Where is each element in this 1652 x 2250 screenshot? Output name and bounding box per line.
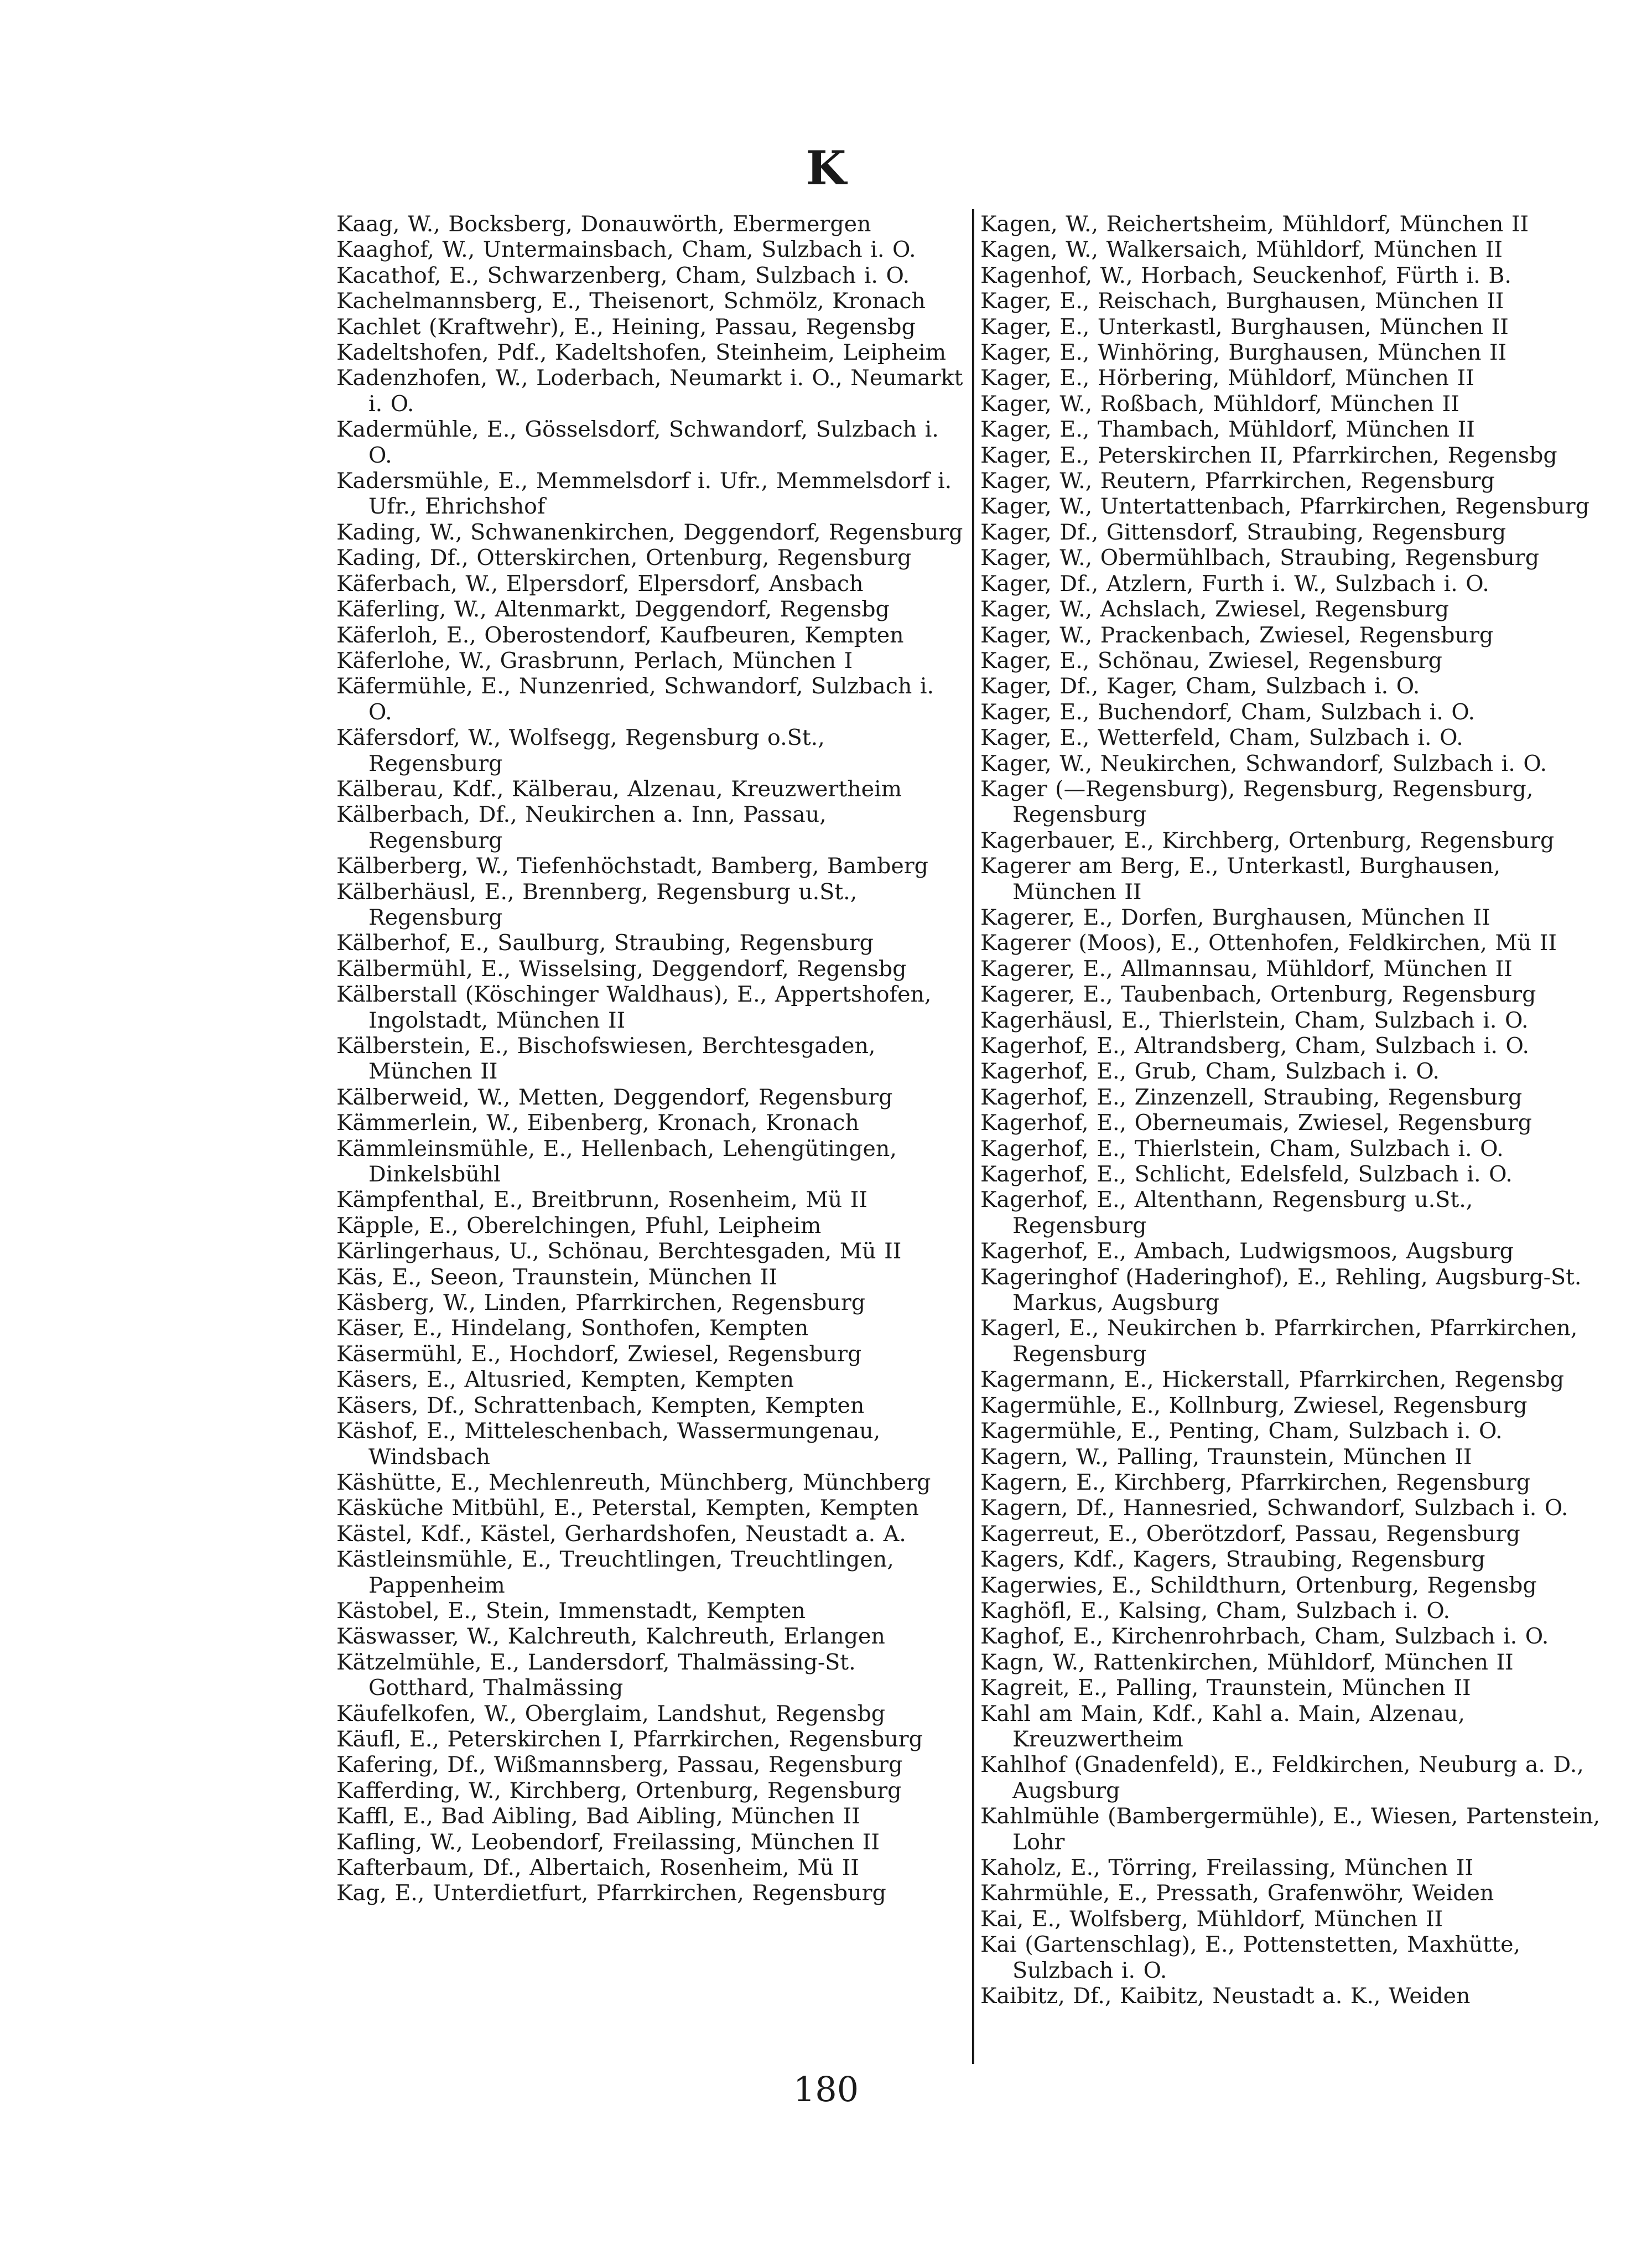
index-entry: Kätzelmühle, E., Landersdorf, Thalmässing-St. Gotthard, Thalmässing (336, 1649, 856, 1701)
index-entry: Kälberweid, W., Metten, Deggendorf, Regensburg (336, 1084, 893, 1110)
index-entry: Kaibitz, Df., Kaibitz, Neustadt a. K., Weiden (980, 1983, 1471, 2009)
index-entry: Kadenzhofen, W., Loderbach, Neumarkt i. O., Neumarkt i. O. (336, 365, 963, 417)
index-entry: Käser, E., Hindelang, Sonthofen, Kempten (336, 1315, 809, 1341)
index-entry: Kager, E., Buchendorf, Cham, Sulzbach i. O. (980, 699, 1476, 725)
index-entry: Kai (Gartenschlag), E., Pottenstetten, Maxhütte, Sulzbach i. O. (980, 1932, 1521, 1983)
index-entry: Kagern, Df., Hannesried, Schwandorf, Sulzbach i. O. (980, 1495, 1568, 1521)
index-entry: Kagerer, E., Dorfen, Burghausen, München II (980, 904, 1490, 930)
index-entry: Käfermühle, E., Nunzenried, Schwandorf, Sulzbach i. O. (336, 673, 934, 725)
index-entry: Kager, Df., Gittensdorf, Straubing, Regensburg (980, 519, 1506, 545)
index-entry: Käufelkofen, W., Oberglaim, Landshut, Regensbg (336, 1701, 886, 1727)
index-entry: Kager, E., Hörbering, Mühldorf, München II (980, 365, 1474, 391)
index-entry: Kager, Df., Atzlern, Furth i. W., Sulzbach i. O. (980, 571, 1489, 597)
index-entry: Kager, E., Unterkastl, Burghausen, München II (980, 314, 1509, 340)
index-entry: Kager, E., Thambach, Mühldorf, München II (980, 417, 1475, 443)
index-entry: Kahrmühle, E., Pressath, Grafenwöhr, Weiden (980, 1880, 1494, 1906)
index-entry: Kafferding, W., Kirchberg, Ortenburg, Regensburg (336, 1777, 902, 1803)
index-entry: Kagerhof, E., Zinzenzell, Straubing, Regensburg (980, 1084, 1523, 1110)
index-entry: Käfersdorf, W., Wolfsegg, Regensburg o.St., Regensburg (336, 725, 825, 776)
index-entry: Kälberberg, W., Tiefenhöchstadt, Bamberg, Bamberg (336, 853, 928, 879)
index-entry: Käshütte, E., Mechlenreuth, Münchberg, Münchberg (336, 1469, 931, 1495)
index-entry: Kager, E., Peterskirchen II, Pfarrkirchen, Regensbg (980, 442, 1557, 468)
index-entry: Kagermühle, E., Penting, Cham, Sulzbach i. O. (980, 1418, 1503, 1444)
index-entry: Käs, E., Seeon, Traunstein, München II (336, 1264, 777, 1290)
index-entry: Käferbach, W., Elpersdorf, Elpersdorf, Ansbach (336, 571, 864, 597)
page-number: 180 (793, 2069, 859, 2109)
index-entry: Käsberg, W., Linden, Pfarrkirchen, Regensburg (336, 1290, 865, 1316)
column-divider (972, 209, 974, 2064)
index-entry: Kager, E., Schönau, Zwiesel, Regensburg (980, 647, 1442, 673)
index-entry: Kagers, Kdf., Kagers, Straubing, Regensburg (980, 1547, 1485, 1573)
index-entry: Kästleinsmühle, E., Treuchtlingen, Treuchtlingen, Pappenheim (336, 1547, 894, 1598)
index-entry: Kageringhof (Haderinghof), E., Rehling, Augsburg-St. Markus, Augsburg (980, 1264, 1582, 1316)
index-entry: Kälberstein, E., Bischofswiesen, Berchtesgaden, München II (336, 1033, 876, 1085)
index-entry: Käferlohe, W., Grasbrunn, Perlach, München I (336, 647, 853, 673)
index-entry: Kadersmühle, E., Memmelsdorf i. Ufr., Memmelsdorf i. Ufr., Ehrichshof (336, 468, 952, 520)
left-column (336, 211, 964, 1906)
index-entry: Kager, Df., Kager, Cham, Sulzbach i. O. (980, 673, 1420, 699)
index-entry: Kästel, Kdf., Kästel, Gerhardshofen, Neustadt a. A. (336, 1521, 906, 1547)
index-entry: Kagerhof, E., Altrandsberg, Cham, Sulzbach i. O. (980, 1033, 1530, 1059)
index-entry: Kadeltshofen, Pdf., Kadeltshofen, Steinheim, Leipheim (336, 340, 947, 366)
index-entry: Kagen, W., Reichertsheim, Mühldorf, München II (980, 211, 1529, 237)
index-entry: Kälberhäusl, E., Brennberg, Regensburg u.St., Regensburg (336, 879, 858, 930)
index-entry: Kaffl, E., Bad Aibling, Bad Aibling, München II (336, 1803, 860, 1829)
index-entry: Käferling, W., Altenmarkt, Deggendorf, Regensbg (336, 597, 890, 623)
index-entry: Kager, W., Neukirchen, Schwandorf, Sulzbach i. O. (980, 750, 1547, 776)
index-entry: Kager, E., Winhöring, Burghausen, München II (980, 340, 1507, 366)
index-entry: Kämmerlein, W., Eibenberg, Kronach, Kronach (336, 1110, 859, 1136)
index-entry: Kagerbauer, E., Kirchberg, Ortenburg, Regensburg (980, 827, 1555, 853)
index-entry: Kagn, W., Rattenkirchen, Mühldorf, München II (980, 1649, 1514, 1675)
index-entry: Kager, W., Untertattenbach, Pfarrkirchen, Regensburg (980, 494, 1589, 520)
index-entry: Kafterbaum, Df., Albertaich, Rosenheim, Mü II (336, 1855, 859, 1880)
index-entry: Kafering, Df., Wißmannsberg, Passau, Regensburg (336, 1752, 903, 1778)
index-entry: Kagermühle, E., Kollnburg, Zwiesel, Regensburg (980, 1392, 1528, 1418)
index-entry: Kälberbach, Df., Neukirchen a. Inn, Passau, Regensburg (336, 802, 827, 853)
right-column (980, 211, 1608, 2009)
index-entry: Kager, W., Achslach, Zwiesel, Regensburg (980, 597, 1449, 623)
index-entry: Kager, W., Roßbach, Mühldorf, München II (980, 391, 1459, 417)
index-entry: Kästobel, E., Stein, Immenstadt, Kempten (336, 1598, 806, 1624)
index-entry: Käpple, E., Oberelchingen, Pfuhl, Leipheim (336, 1212, 822, 1238)
index-entry: Kafling, W., Leobendorf, Freilassing, München II (336, 1829, 880, 1855)
index-entry: Kaghöfl, E., Kalsing, Cham, Sulzbach i. O. (980, 1598, 1451, 1624)
index-entry: Kagern, W., Palling, Traunstein, München II (980, 1444, 1472, 1470)
index-entry: Kager, E., Reischach, Burghausen, München II (980, 288, 1504, 314)
index-entry: Kager, W., Obermühlbach, Straubing, Regensburg (980, 545, 1540, 571)
index-entry: Kading, Df., Otterskirchen, Ortenburg, Regensburg (336, 545, 912, 571)
index-entry: Kahlmühle (Bambergermühle), E., Wiesen, Partenstein, Lohr (980, 1803, 1601, 1855)
index-entry: Kag, E., Unterdietfurt, Pfarrkirchen, Regensburg (336, 1880, 886, 1906)
index-entry: Kagerer, E., Allmannsau, Mühldorf, München II (980, 956, 1513, 982)
index-entry: Käsküche Mitbühl, E., Peterstal, Kempten, Kempten (336, 1495, 919, 1521)
section-letter: K (806, 141, 846, 195)
index-entry: Kagerer (Moos), E., Ottenhofen, Feldkirchen, Mü II (980, 930, 1557, 956)
index-entry: Kagerhof, E., Schlicht, Edelsfeld, Sulzbach i. O. (980, 1162, 1513, 1188)
index-entry: Kagen, W., Walkersaich, Mühldorf, München II (980, 237, 1503, 263)
index-entry: Kagerhof, E., Oberneumais, Zwiesel, Regensburg (980, 1110, 1532, 1136)
index-entry: Kagreit, E., Palling, Traunstein, München II (980, 1675, 1471, 1701)
index-entry: Kagerreut, E., Oberötzdorf, Passau, Regensburg (980, 1521, 1520, 1547)
index-entry: Kärlingerhaus, U., Schönau, Berchtesgaden, Mü II (336, 1238, 902, 1264)
index-entry: Kagerwies, E., Schildthurn, Ortenburg, Regensbg (980, 1572, 1537, 1598)
index-entry: Käshof, E., Mitteleschenbach, Wassermungenau, Windsbach (336, 1418, 881, 1470)
index-entry: Käsers, Df., Schrattenbach, Kempten, Kempten (336, 1392, 865, 1418)
index-entry: Kagerhof, E., Grub, Cham, Sulzbach i. O. (980, 1059, 1440, 1085)
index-entry: Käswasser, W., Kalchreuth, Kalchreuth, Erlangen (336, 1624, 885, 1650)
index-entry: Kagerhof, E., Altenthann, Regensburg u.St., Regensburg (980, 1187, 1473, 1238)
index-entry: Kagern, E., Kirchberg, Pfarrkirchen, Regensburg (980, 1469, 1531, 1495)
index-entry: Kälbermühl, E., Wisselsing, Deggendorf, Regensbg (336, 956, 907, 982)
index-entry: Kachlet (Kraftwehr), E., Heining, Passau, Regensbg (336, 314, 916, 340)
index-entry: Käsermühl, E., Hochdorf, Zwiesel, Regensburg (336, 1341, 862, 1367)
index-entry: Kaholz, E., Törring, Freilassing, München II (980, 1855, 1474, 1880)
index-entry: Kagerl, E., Neukirchen b. Pfarrkirchen, Pfarrkirchen, Regensburg (980, 1315, 1578, 1367)
index-entry: Kager, W., Reutern, Pfarrkirchen, Regensburg (980, 468, 1495, 494)
index-entry: Kagerhäusl, E., Thierlstein, Cham, Sulzbach i. O. (980, 1007, 1529, 1033)
index-entry: Kaag, W., Bocksberg, Donauwörth, Ebermergen (336, 211, 871, 237)
index-entry: Kading, W., Schwanenkirchen, Deggendorf, Regensburg (336, 519, 963, 545)
index-entry: Kämpfenthal, E., Breitbrunn, Rosenheim, Mü II (336, 1187, 868, 1213)
index-entry: Kälberau, Kdf., Kälberau, Alzenau, Kreuzwertheim (336, 776, 902, 802)
index-entry: Kahlhof (Gnadenfeld), E., Feldkirchen, Neuburg a. D., Augsburg (980, 1752, 1584, 1803)
index-entry: Kager, W., Prackenbach, Zwiesel, Regensburg (980, 622, 1494, 648)
index-entry: Kagerer am Berg, E., Unterkastl, Burghausen, München II (980, 853, 1501, 905)
index-entry: Kagenhof, W., Horbach, Seuckenhof, Fürth i. B. (980, 262, 1511, 288)
index-entry: Kagerer, E., Taubenbach, Ortenburg, Regensburg (980, 982, 1536, 1008)
index-entry: Kaghof, E., Kirchenrohrbach, Cham, Sulzbach i. O. (980, 1624, 1549, 1650)
index-entry: Kälberstall (Köschinger Waldhaus), E., Appertshofen, Ingolstadt, München II (336, 982, 932, 1033)
index-entry: Kacathof, E., Schwarzenberg, Cham, Sulzbach i. O. (336, 262, 910, 288)
index-entry: Kagerhof, E., Thierlstein, Cham, Sulzbach i. O. (980, 1136, 1504, 1162)
index-entry: Käsers, E., Altusried, Kempten, Kempten (336, 1367, 794, 1393)
index-entry: Kadermühle, E., Gösselsdorf, Schwandorf, Sulzbach i. O. (336, 417, 939, 468)
index-entry: Kälberhof, E., Saulburg, Straubing, Regensburg (336, 930, 874, 956)
index-entry: Kager (—Regensburg), Regensburg, Regensburg, Regensburg (980, 776, 1534, 828)
index-entry: Kager, E., Wetterfeld, Cham, Sulzbach i. O. (980, 725, 1463, 751)
index-entry: Kagerhof, E., Ambach, Ludwigsmoos, Augsburg (980, 1238, 1514, 1264)
index-entry: Käufl, E., Peterskirchen I, Pfarrkirchen, Regensburg (336, 1726, 923, 1752)
index-entry: Käferloh, E., Oberostendorf, Kaufbeuren, Kempten (336, 622, 904, 648)
index-entry: Kachelmannsberg, E., Theisenort, Schmölz, Kronach (336, 288, 926, 314)
index-entry: Kai, E., Wolfsberg, Mühldorf, München II (980, 1906, 1443, 1932)
index-entry: Kaaghof, W., Untermainsbach, Cham, Sulzbach i. O. (336, 237, 916, 263)
index-entry: Kämmleinsmühle, E., Hellenbach, Lehengütingen, Dinkelsbühl (336, 1136, 897, 1188)
index-entry: Kagermann, E., Hickerstall, Pfarrkirchen, Regensbg (980, 1367, 1565, 1393)
index-entry: Kahl am Main, Kdf., Kahl a. Main, Alzenau, Kreuzwertheim (980, 1701, 1465, 1752)
